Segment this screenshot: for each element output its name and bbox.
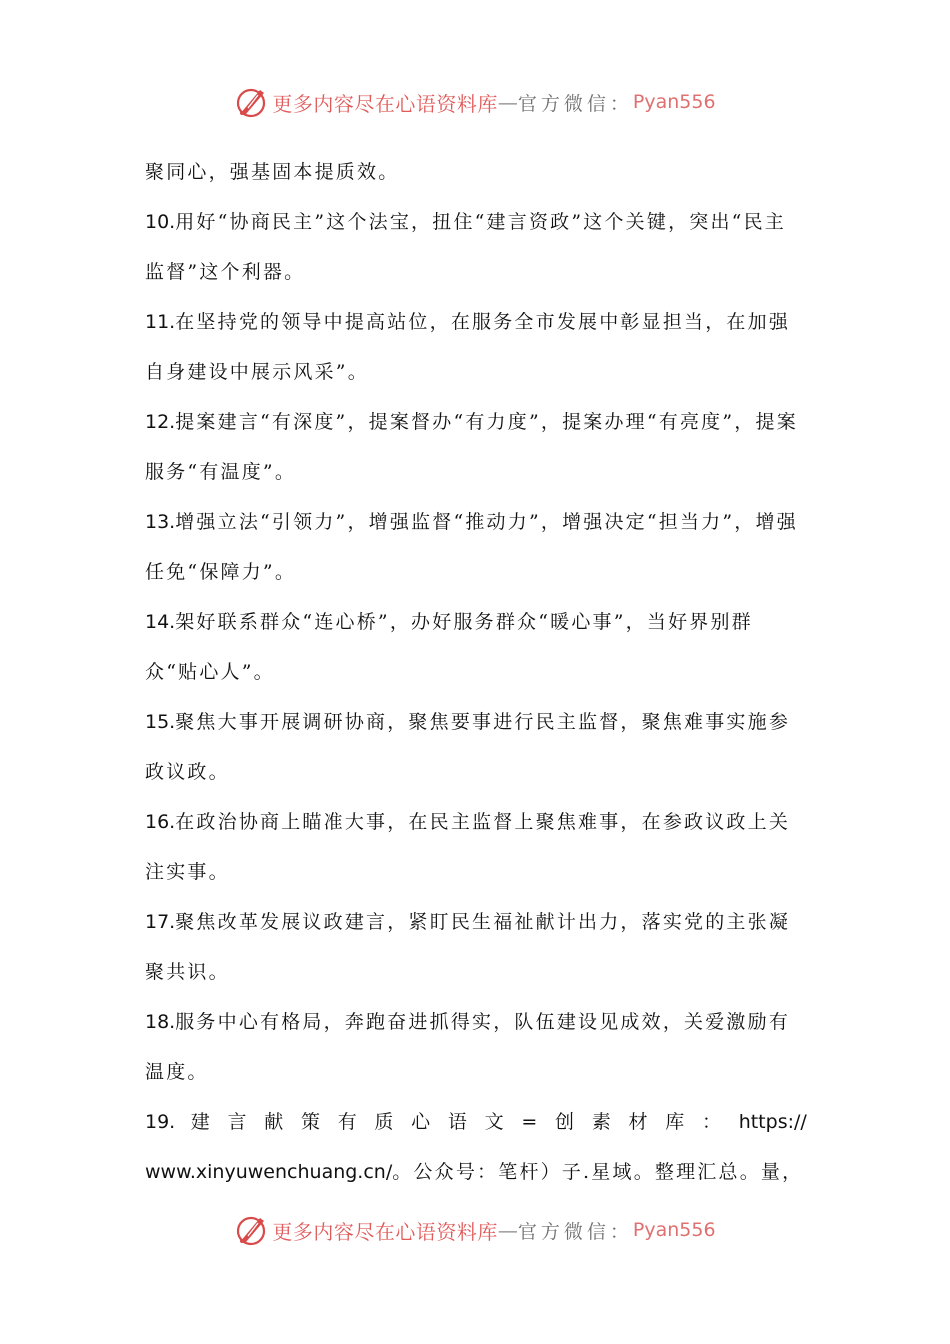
char: 策 bbox=[300, 1111, 323, 1133]
banner-wechat-label: 官方微信： bbox=[517, 92, 633, 115]
char: 献 bbox=[264, 1111, 286, 1133]
document-body bbox=[145, 147, 807, 1197]
item-number: 14. bbox=[145, 611, 176, 633]
char: 言 bbox=[227, 1111, 249, 1133]
list-item bbox=[145, 197, 807, 297]
banner-brand-text: 更多内容尽在心语资料库 bbox=[272, 1219, 498, 1244]
char: 质 bbox=[374, 1111, 396, 1133]
banner-dash: — bbox=[497, 1218, 518, 1242]
char: 创 bbox=[555, 1111, 577, 1133]
list-item bbox=[145, 597, 807, 697]
item-text: 。公众号：笔杆）子.星域。整理汇总。量， bbox=[392, 1161, 804, 1183]
list-item bbox=[145, 297, 807, 397]
banner-brand-text: 更多内容尽在心语资料库 bbox=[272, 91, 498, 116]
list-item bbox=[145, 497, 807, 597]
item-text: 用好“协商民主”这个法宝，扭住“建言资政”这个关键，突出“民主监督”这个利器。 bbox=[145, 211, 786, 283]
item-text: 增强立法“引领力”，增强监督“推动力”，增强决定“担当力”，增强任免“保障力”。 bbox=[145, 511, 798, 583]
char: 文 bbox=[484, 1111, 506, 1133]
paragraph-text: 聚同心，强基固本提质效。 bbox=[145, 161, 400, 183]
char: 材 bbox=[628, 1111, 650, 1133]
char: 有 bbox=[337, 1111, 359, 1133]
char: 建 bbox=[190, 1111, 212, 1133]
item-text: 在政治协商上瞄准大事，在民主监督上聚焦难事，在参政议政上关注实事。 bbox=[145, 811, 791, 883]
footer-banner bbox=[0, 1210, 950, 1250]
item-text: 聚焦大事开展调研协商，聚焦要事进行民主监督，聚焦难事实施参政议政。 bbox=[145, 711, 791, 783]
item-text: 架好联系群众“连心桥”，办好服务群众“暖心事”，当好界别群众“贴心人”。 bbox=[145, 611, 753, 683]
list-item-19 bbox=[145, 1097, 807, 1197]
item-number: 10. bbox=[145, 211, 176, 233]
header-banner bbox=[0, 82, 950, 122]
item-number: 16. bbox=[145, 811, 176, 833]
banner-wechat-label: 官方微信： bbox=[517, 1220, 633, 1243]
item-number: 13. bbox=[145, 511, 176, 533]
item-text: 聚焦改革发展议政建言，紧盯民生福祉献计出力，落实党的主张凝聚共识。 bbox=[145, 911, 791, 983]
item-text: 提案建言“有深度”，提案督办“有力度”，提案办理“有亮度”，提案服务“有温度”。 bbox=[145, 411, 798, 483]
banner-wechat-id: Pyan556 bbox=[632, 91, 716, 113]
list-item bbox=[145, 897, 807, 997]
list-item bbox=[145, 797, 807, 897]
list-item bbox=[145, 697, 807, 797]
list-item bbox=[145, 997, 807, 1097]
item-number: 15. bbox=[145, 711, 176, 733]
url-link-part1[interactable]: https:// bbox=[738, 1111, 807, 1133]
quill-logo-icon bbox=[234, 84, 270, 120]
item-number: 12. bbox=[145, 411, 176, 433]
paragraph-continuation bbox=[145, 147, 807, 197]
item-number: 17. bbox=[145, 911, 176, 933]
char: 心 bbox=[411, 1111, 433, 1133]
char: 库 bbox=[665, 1111, 687, 1133]
list-item bbox=[145, 397, 807, 497]
text-line bbox=[145, 1147, 807, 1197]
item-number: 19. bbox=[145, 1111, 176, 1133]
banner-wechat-id: Pyan556 bbox=[632, 1219, 716, 1241]
quill-logo-icon bbox=[234, 1212, 270, 1248]
item-number: 11. bbox=[145, 311, 176, 333]
item-number: 18. bbox=[145, 1011, 176, 1033]
char: = bbox=[521, 1111, 540, 1133]
char: 语 bbox=[447, 1111, 470, 1133]
char: ： bbox=[701, 1111, 724, 1133]
url-link-part2[interactable]: www.xinyuwenchuang.cn/ bbox=[145, 1161, 393, 1183]
char: 素 bbox=[591, 1111, 613, 1133]
item-text: 服务中心有格局，奔跑奋进抓得实，队伍建设见成效，关爱激励有温度。 bbox=[145, 1011, 791, 1083]
justified-line bbox=[145, 1097, 807, 1147]
banner-dash: — bbox=[497, 90, 518, 114]
item-text: 在坚持党的领导中提高站位，在服务全市发展中彰显担当，在加强自身建设中展示风采”。 bbox=[145, 311, 791, 383]
